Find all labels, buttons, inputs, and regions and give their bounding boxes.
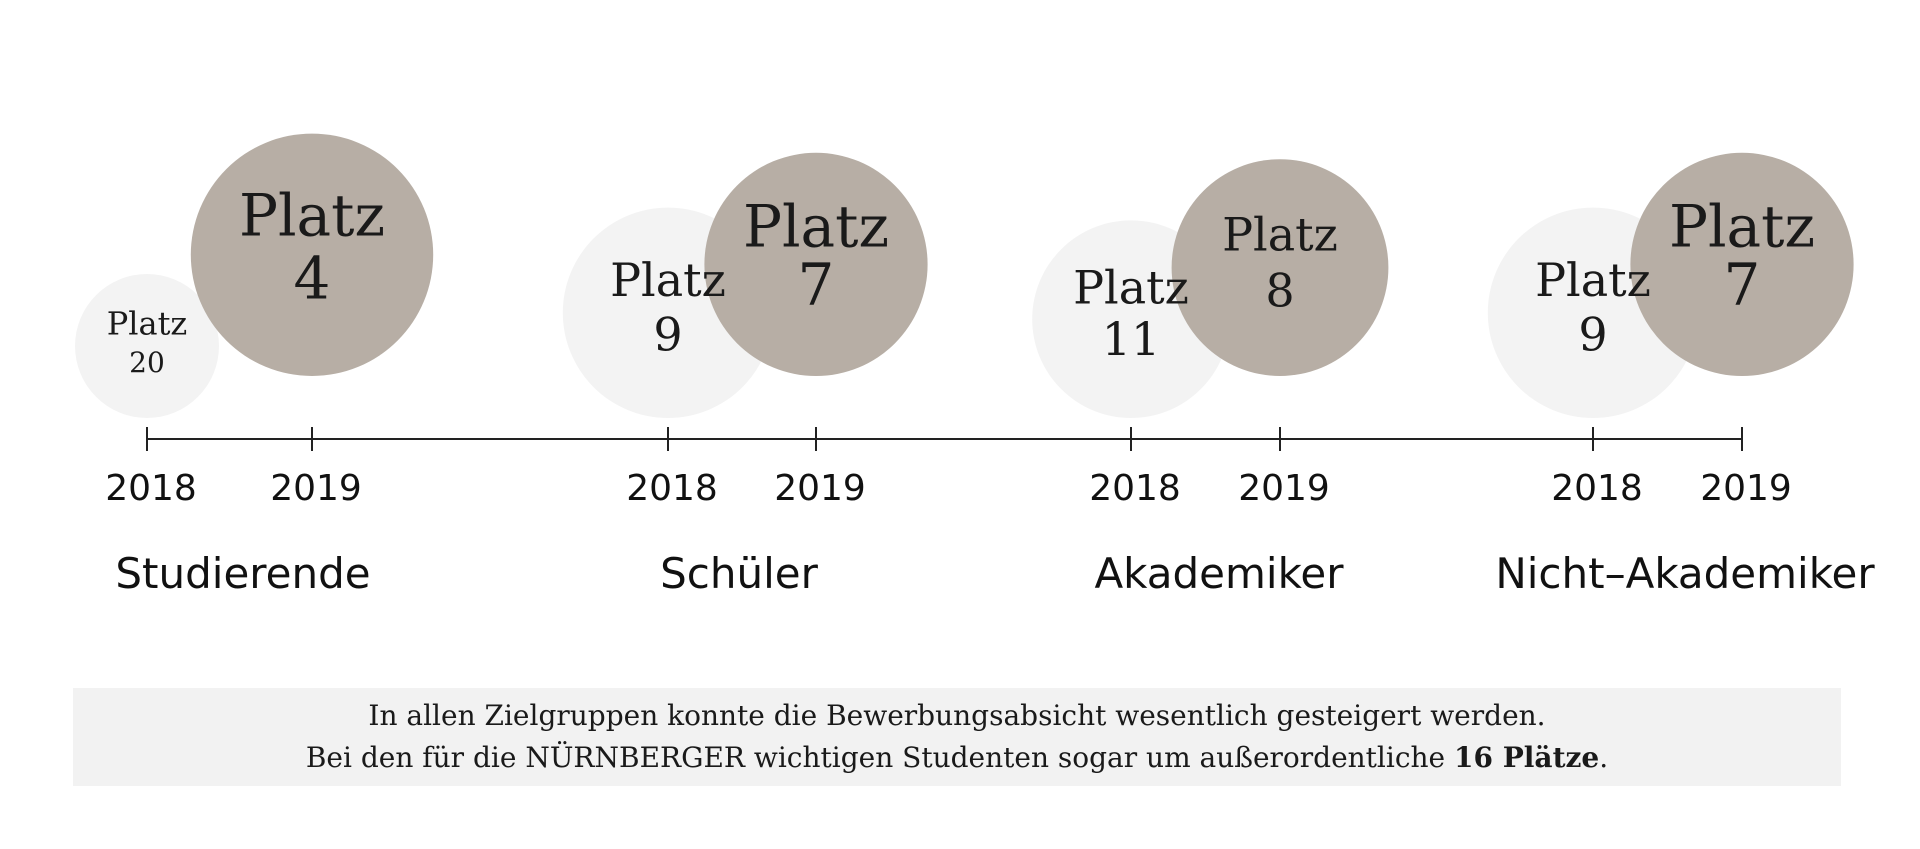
summary-highlight: 16 Plätze — [1454, 741, 1600, 774]
bubble-rank-value: 9 — [1578, 307, 1608, 362]
bubble-rank-value: 8 — [1265, 263, 1295, 318]
bubble-rank-prefix: Platz — [238, 181, 386, 250]
tick-label: 2018 — [105, 468, 197, 509]
tick-label: 2019 — [774, 468, 866, 509]
timeline-axis — [147, 427, 1742, 451]
tick-label: 2018 — [1089, 468, 1181, 509]
bubble-rank-value: 7 — [797, 250, 835, 319]
tick-label: 2019 — [1238, 468, 1330, 509]
bubble-rank-prefix: Platz — [1535, 252, 1651, 307]
bubble-rank-prefix: Platz — [1668, 192, 1816, 261]
group-label: Akademiker — [1094, 549, 1344, 598]
group-label: Studierende — [115, 549, 371, 598]
summary-line-2-text: Bei den für die NÜRNBERGER wichtigen Studenten sogar um außerordentliche — [305, 741, 1455, 774]
bubble-rank-prefix: Platz — [106, 304, 188, 343]
summary-line-2-end: . — [1599, 741, 1609, 774]
bubble-rank-prefix: Platz — [742, 192, 890, 261]
bubble-rank-value: 9 — [653, 307, 683, 362]
summary-line-2 — [73, 737, 1841, 779]
bubble-rank-prefix: Platz — [610, 252, 726, 307]
tick-label: 2018 — [626, 468, 718, 509]
bubble-rank-prefix: Platz — [1073, 260, 1189, 315]
summary-line-1: In allen Zielgruppen konnte die Bewerbungsabsicht wesentlich gesteigert werden. — [368, 699, 1546, 732]
bubble-rank-value: 7 — [1723, 250, 1761, 319]
bubble-rank-prefix: Platz — [1222, 207, 1338, 262]
bubble-rank-value: 11 — [1101, 311, 1161, 366]
group-label: Nicht–Akademiker — [1495, 549, 1875, 598]
group-label: Schüler — [660, 549, 818, 598]
tick-label: 2019 — [1700, 468, 1792, 509]
tick-label: 2018 — [1551, 468, 1643, 509]
summary-box — [73, 688, 1841, 786]
tick-label: 2019 — [270, 468, 362, 509]
bubble-rank-value: 20 — [129, 345, 165, 379]
bubble-rank-value: 4 — [293, 244, 331, 313]
